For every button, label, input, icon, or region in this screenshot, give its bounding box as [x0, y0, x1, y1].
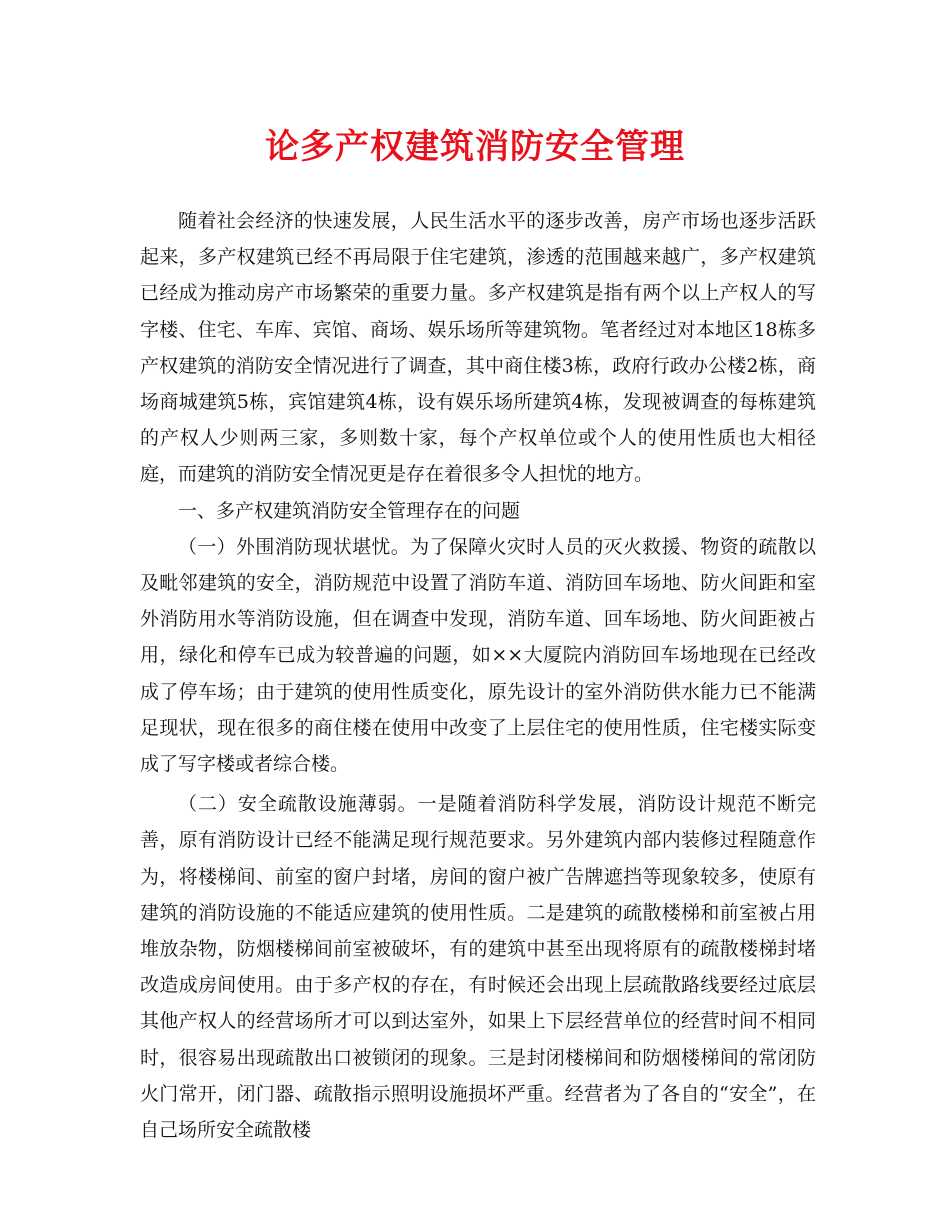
section-heading: 一、多产权建筑消防安全管理存在的问题 — [178, 499, 521, 522]
document-body — [140, 203, 816, 1148]
paragraph-point-1: （一）外围消防现状堪忧。为了保障火灾时人员的灭火救援、物资的疏散以及毗邻建筑的安全，消防规范中设置了消防车道、消防回车场地、防火间距和室外消防用水等消防设施，但在调查中发现，消防车道、回车场地、防火间距被占用，绿化和停车已成为较普遍的问题，如××大厦院内消防回车场地现在已经改成了停车场；由于建筑的使用性质变化，原先设计的室外消防供水能力已不能满足现状，现在很多的商住楼在使用中改变了上层住宅的使用性质，住宅楼实际变成了写字楼或者综合楼。 — [140, 535, 816, 776]
paragraph-intro: 随着社会经济的快速发展，人民生活水平的逐步改善，房产市场也逐步活跃起来，多产权建筑已经不再局限于住宅建筑，渗透的范围越来越广，多产权建筑已经成为推动房产市场繁荣的重要力量。多产权建筑是指有两个以上产权人的写字楼、住宅、车库、宾馆、商场、娱乐场所等建筑物。笔者经过对本地区18栋多产权建筑的消防安全情况进行了调查，其中商住楼3栋，政府行政办公楼2栋，商场商城建筑5栋，宾馆建筑4栋，设有娱乐场所建筑4栋，发现被调查的每栋建筑的产权人少则两三家，多则数十家，每个产权单位或个人的使用性质也大相径庭，而建筑的消防安全情况更是存在着很多令人担忧的地方。 — [140, 210, 816, 486]
document-title: 论多产权建筑消防安全管理 — [265, 127, 685, 167]
paragraph-point-2: （二）安全疏散设施薄弱。一是随着消防科学发展，消防设计规范不断完善，原有消防设计已经不能满足现行规范要求。另外建筑内部内装修过程随意作为，将楼梯间、前室的窗户封堵，房间的窗户被广告牌遮挡等现象较多，使原有建筑的消防设施的不能适应建筑的使用性质。二是建筑的疏散楼梯和前室被占用堆放杂物，防烟楼梯间前室被破坏，有的建筑中甚至出现将原有的疏散楼梯封堵改造成房间使用。由于多产权的存在，有时候还会出现上层疏散路线要经过底层其他产权人的经营场所才可以到达室外，如果上下层经营单位的经营时间不相同时，很容易出现疏散出口被锁闭的现象。三是封闭楼梯间和防烟楼梯间的常闭防火门常开，闭门器、疏散指示照明设施损坏严重。经营者为了各自的“安全”，在自己场所安全疏散楼 — [140, 793, 816, 1142]
